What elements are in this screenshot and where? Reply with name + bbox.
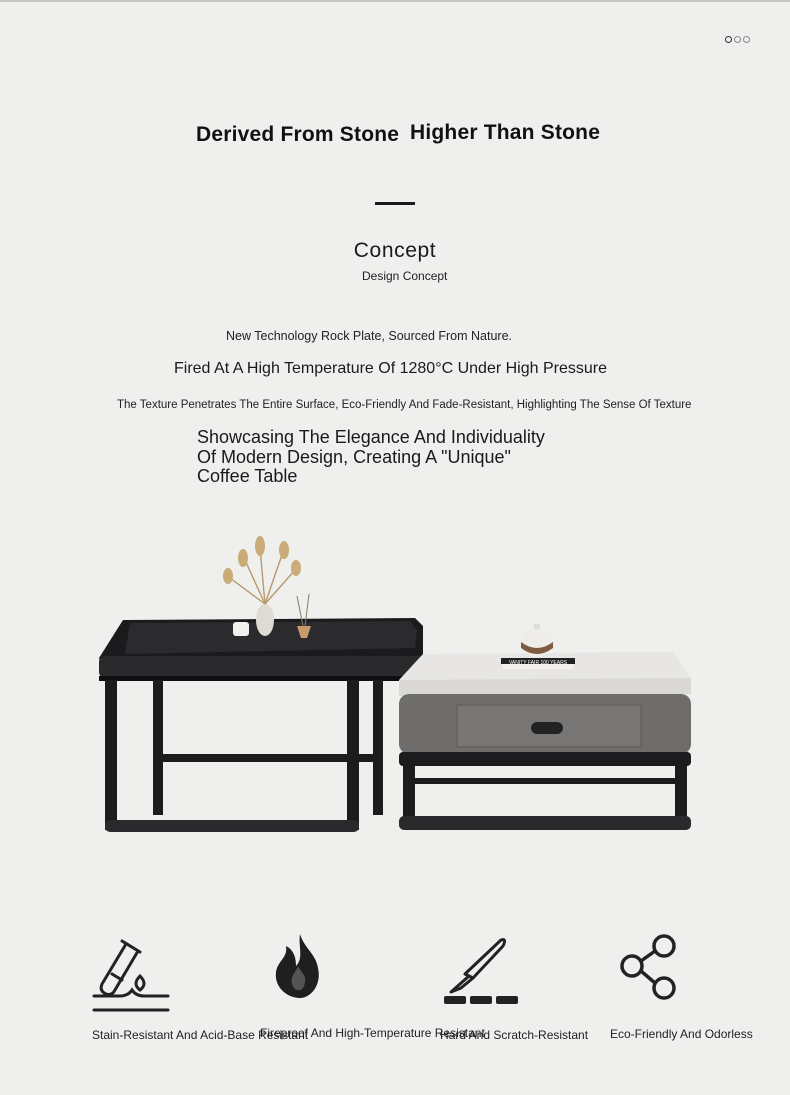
stone-table: [399, 624, 691, 830]
concept-subtitle: Design Concept: [362, 269, 448, 283]
pager-dot-1[interactable]: [725, 36, 732, 43]
coffee-table-image: [85, 530, 705, 850]
pager-dot-3[interactable]: [743, 36, 750, 43]
divider-bar: [375, 202, 415, 205]
flame-icon: [270, 932, 330, 1002]
glass-table: [99, 618, 423, 832]
pager-dots[interactable]: [725, 36, 750, 43]
top-border: [0, 0, 790, 2]
intro-statement-line: Coffee Table: [197, 466, 298, 486]
share-icon: [620, 932, 680, 1002]
intro-statement-line: Of Modern Design, Creating A "Unique": [197, 446, 511, 467]
intro-line-2: Fired At A High Temperature Of 1280°C Under High Pressure: [174, 360, 607, 377]
intro-line-3: The Texture Penetrates The Entire Surface, Eco-Friendly And Fade-Resistant, Highlighting The Sense Of Texture: [117, 399, 692, 411]
test-tube-icon: [92, 936, 172, 1016]
intro-statement: [197, 428, 597, 487]
concept-title: Concept: [353, 239, 437, 262]
feature-label: Hard And Scratch-Resistant: [440, 1028, 589, 1042]
feature-label: Eco-Friendly And Odorless: [610, 1027, 753, 1041]
intro-line-1: New Technology Rock Plate, Sourced From Nature.: [226, 329, 513, 343]
headline-left: Derived From Stone: [196, 123, 400, 146]
feature-label: Fireproof And High-Temperature Resistant: [260, 1026, 485, 1040]
intro-statement-line: Showcasing The Elegance And Individuality: [197, 427, 545, 447]
feature-label: Stain-Resistant And Acid-Base Resistant: [92, 1028, 309, 1042]
headline-right: Higher Than Stone: [410, 121, 601, 144]
pager-dot-2[interactable]: [734, 36, 741, 43]
scalpel-icon: [443, 934, 523, 1006]
book-title: VANITY FAIR 100 YEARS: [508, 660, 568, 666]
